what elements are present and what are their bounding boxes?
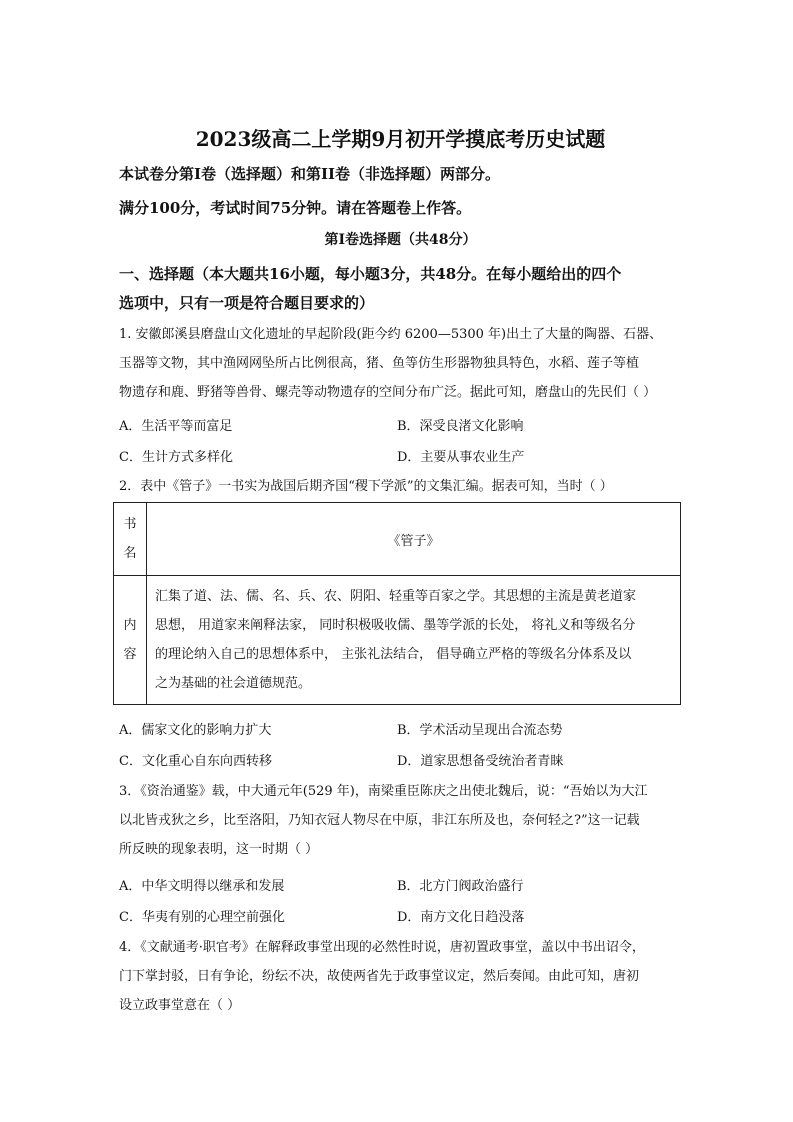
question-3-option-d: D．南方文化日趋没落 bbox=[397, 910, 525, 925]
question-4-line-2: 门下掌封驳，日有争论，纷纭不决，故使两省先于政事堂议定，然后奏闻。由此可知，唐初 bbox=[119, 969, 640, 984]
table-content-line-1: 汇集了道、法、儒、名、兵、农、阴阳、轻重等百家之学。其思想的主流是黄老道家 bbox=[155, 589, 637, 604]
question-2-line-1: 2．表中《管子》一书实为战国后期齐国“稷下学派”的文集汇编。据表可知，当时（ ） bbox=[119, 479, 613, 494]
question-1-option-b: B．深受良渚文化影响 bbox=[397, 419, 524, 434]
question-3-line-2: 以北皆戎狄之乡，比至洛阳，乃知衣冠人物尽在中原，非江东所及也，奈何轻之?”这一记载 bbox=[119, 813, 640, 828]
question-2-option-c: C．文化重心自东向西转移 bbox=[119, 754, 272, 769]
section1-heading bbox=[119, 260, 621, 318]
question-4-stem bbox=[119, 933, 682, 1020]
exam-note-2: 满分100分，考试时间75分钟。请在答题卷上作答。 bbox=[119, 199, 472, 217]
question-1-option-c: C．生计方式多样化 bbox=[119, 450, 233, 465]
question-1-option-a: A．生活平等而富足 bbox=[119, 419, 233, 434]
part1-heading: 第I卷选择题（共48分） bbox=[324, 232, 477, 248]
exam-note-1: 本试卷分第I卷（选择题）和第II卷（非选择题）两部分。 bbox=[119, 165, 501, 183]
table-label-char: 书 bbox=[123, 517, 137, 532]
question-1-line-1: 1. 安徽郎溪县磨盘山文化遗址的早起阶段(距今约 6200—5300 年)出土了大量的陶器、石器、 bbox=[119, 327, 663, 342]
exam-title: 2023级高二上学期9月初开学摸底考历史试题 bbox=[195, 127, 606, 151]
question-4-line-3: 设立政事堂意在（ ） bbox=[119, 998, 241, 1013]
table-content-line-3: 的理论纳入自己的思想体系中， 主张礼法结合， 倡导确立严格的等级名分体系及以 bbox=[155, 647, 632, 662]
table-content-line-2: 思想， 用道家来阐释法家， 同时积极吸收儒、墨等学派的长处， 将礼义和等级名分 bbox=[155, 618, 636, 633]
table-label-char: 名 bbox=[123, 546, 137, 561]
question-1-line-3: 物遗存和鹿、野猪等兽骨、螺壳等动物遗存的空间分布广泛。据此可知，磨盘山的先民们（ ） bbox=[119, 385, 657, 400]
question-3-option-a: A．中华文明得以继承和发展 bbox=[119, 879, 285, 894]
question-3-stem bbox=[119, 777, 682, 864]
question-3-line-3: 所反映的现象表明，这一时期（ ） bbox=[119, 842, 319, 857]
table-label-book bbox=[114, 503, 147, 576]
table-content bbox=[147, 576, 681, 705]
question-1-option-d: D．主要从事农业生产 bbox=[397, 450, 525, 465]
table-label-content bbox=[114, 576, 147, 705]
question-1-line-2: 玉器等文物，其中渔网网坠所占比例很高，猪、鱼等仿生形器物独具特色，水稻、莲子等植 bbox=[119, 356, 640, 371]
table-row bbox=[114, 503, 681, 576]
question-3-line-1: 3．《资治通鉴》载，中大通元年(529 年)，南梁重臣陈庆之出使北魏后，说：“吾始以为大江 bbox=[119, 784, 648, 799]
question-2-stem bbox=[119, 472, 682, 501]
section1-heading-line-1: 一、选择题（本大题共16小题，每小题3分，共48分。在每小题给出的四个 bbox=[119, 265, 622, 283]
table-content-line-4: 之为基础的社会道德规范。 bbox=[155, 676, 312, 691]
table-label-char: 容 bbox=[123, 647, 137, 662]
question-2-option-a: A．儒家文化的影响力扩大 bbox=[119, 723, 272, 738]
guanzi-table bbox=[113, 502, 681, 705]
question-2-option-b: B．学术活动呈现出合流态势 bbox=[397, 723, 563, 738]
question-4-line-1: 4．《文献通考·职官考》在解释政事堂出现的必然性时说，唐初置政事堂，盖以中书出诏令， bbox=[119, 940, 645, 955]
table-row bbox=[114, 576, 681, 705]
question-3-option-c: C．华夷有别的心理空前强化 bbox=[119, 910, 285, 925]
table-book-name: 《管子》 bbox=[147, 503, 681, 576]
section1-heading-line-2: 选项中，只有一项是符合题目要求的） bbox=[119, 294, 375, 312]
question-2-option-d: D．道家思想备受统治者青睐 bbox=[397, 754, 564, 769]
table-label-char: 内 bbox=[123, 618, 137, 633]
question-1-stem bbox=[119, 320, 682, 407]
question-3-option-b: B．北方门阀政治盛行 bbox=[397, 879, 524, 894]
